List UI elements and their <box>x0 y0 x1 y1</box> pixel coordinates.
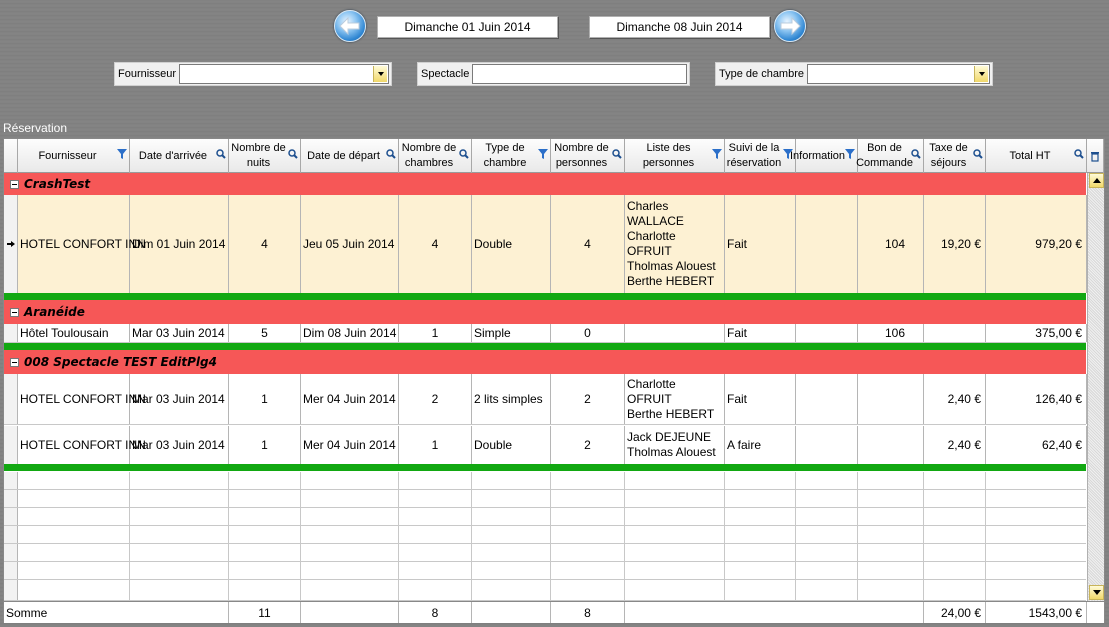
fournisseur-label: Fournisseur <box>118 68 177 80</box>
vertical-scrollbar[interactable] <box>1087 173 1104 603</box>
column-header-total[interactable] <box>986 139 1087 173</box>
column-label: Bon de Commande <box>856 142 913 169</box>
empty-row[interactable] <box>4 580 1086 601</box>
person-name: OFRUIT <box>627 391 672 406</box>
column-header-suivi[interactable] <box>725 139 796 173</box>
column-header-fournisseur[interactable] <box>18 139 130 173</box>
group-header-araneide[interactable] <box>4 300 1086 324</box>
column-label: Date de départ <box>307 149 380 162</box>
empty-row[interactable] <box>4 472 1086 490</box>
cell-depart[interactable]: Dim 08 Juin 2014 <box>301 324 399 342</box>
cell-type[interactable]: Simple <box>472 324 551 342</box>
total-ht: 1543,00 € <box>986 602 1087 623</box>
column-header-taxe[interactable] <box>924 139 986 173</box>
table-row[interactable] <box>4 374 1086 425</box>
total-nuits: 11 <box>229 602 301 623</box>
empty-row[interactable] <box>4 508 1086 526</box>
cell-arrivee[interactable]: Mar 03 Juin 2014 <box>130 374 229 424</box>
row-selector[interactable] <box>4 490 18 507</box>
cell-nuits[interactable]: 1 <box>229 374 301 424</box>
cell-personnes[interactable]: 2 <box>551 426 625 464</box>
total-empty <box>472 602 551 623</box>
total-chambres: 8 <box>399 602 472 623</box>
row-selector[interactable] <box>4 580 18 600</box>
cell-fournisseur[interactable]: HOTEL CONFORT INN <box>18 195 130 293</box>
chevron-down-icon[interactable] <box>373 66 387 82</box>
total-empty <box>625 602 924 623</box>
current-row-arrow-icon <box>7 240 15 248</box>
column-header-information[interactable] <box>789 139 858 173</box>
cell-suivi[interactable]: Fait <box>725 195 796 293</box>
person-name: Berthe HEBERT <box>627 274 715 288</box>
fournisseur-filter <box>114 62 392 86</box>
cell-personnes[interactable]: 4 <box>551 195 625 293</box>
person-name: WALLACE <box>627 214 684 228</box>
row-selector[interactable] <box>4 508 18 525</box>
search-icon[interactable] <box>386 148 396 160</box>
person-name: Tholmas Alouest <box>627 445 716 459</box>
trash-icon <box>1090 150 1100 162</box>
row-selector[interactable] <box>4 562 18 579</box>
row-selector[interactable] <box>4 195 18 293</box>
cell-nuits[interactable]: 5 <box>229 324 301 342</box>
cell-liste[interactable] <box>625 195 725 293</box>
search-icon[interactable] <box>973 148 983 160</box>
cell-information[interactable] <box>796 195 858 293</box>
chevron-down-icon[interactable] <box>974 66 988 82</box>
cell-fournisseur[interactable]: HOTEL CONFORT INN <box>18 374 130 424</box>
arrow-left-icon <box>339 17 361 35</box>
cell-bon[interactable] <box>858 374 924 424</box>
cell-type[interactable]: 2 lits simples <box>472 374 551 424</box>
column-header-liste[interactable] <box>625 139 725 173</box>
column-label: Fournisseur <box>38 149 97 162</box>
cell-type[interactable]: Double <box>472 426 551 464</box>
cell-arrivee[interactable]: Mar 03 Juin 2014 <box>130 426 229 464</box>
column-header-type[interactable] <box>472 139 551 173</box>
cell-type[interactable]: Double <box>472 195 551 293</box>
collapse-icon[interactable] <box>10 358 19 367</box>
filter-icon[interactable] <box>845 148 855 160</box>
filter-icon[interactable] <box>117 148 127 160</box>
search-icon[interactable] <box>459 148 469 160</box>
table-row[interactable] <box>4 426 1086 464</box>
cell-chambres[interactable]: 1 <box>399 324 472 342</box>
column-label: Type de chambre <box>483 142 527 169</box>
group-title: 008 Spectacle TEST EditPlg4 <box>24 355 217 369</box>
row-selector[interactable] <box>4 374 18 424</box>
cell-information[interactable] <box>796 374 858 424</box>
column-label: Nombre de chambres <box>401 142 457 169</box>
row-selector[interactable] <box>4 426 18 464</box>
totals-label: Somme <box>4 602 229 623</box>
spectacle-input[interactable] <box>472 64 687 84</box>
cell-suivi[interactable]: Fait <box>725 374 796 424</box>
spectacle-label: Spectacle <box>421 68 470 80</box>
group-title: Aranéide <box>24 305 85 319</box>
row-selector[interactable] <box>4 472 18 489</box>
type-chambre-filter <box>715 62 993 86</box>
cell-suivi[interactable]: A faire <box>725 426 796 464</box>
cell-taxe[interactable] <box>924 324 986 342</box>
column-header-bon[interactable] <box>858 139 924 173</box>
person-name: Jack DEJEUNE <box>627 430 712 444</box>
cell-depart[interactable]: Jeu 05 Juin 2014 <box>301 195 399 293</box>
collapse-icon[interactable] <box>10 180 19 189</box>
column-label: Taxe de séjours <box>929 142 968 169</box>
table-header <box>4 139 1104 173</box>
column-label: Date d'arrivée <box>138 149 208 162</box>
cell-arrivee[interactable]: Mar 03 Juin 2014 <box>130 324 229 342</box>
person-name: OFRUIT <box>627 244 672 258</box>
collapse-icon[interactable] <box>10 308 19 317</box>
column-label: Total HT <box>1009 149 1051 162</box>
start-date-display[interactable]: Dimanche 01 Juin 2014 <box>377 16 558 38</box>
totals-row <box>4 601 1104 623</box>
cell-chambres[interactable]: 4 <box>399 195 472 293</box>
group-separator <box>4 343 1086 350</box>
cell-suivi[interactable]: Fait <box>725 324 796 342</box>
cell-nuits[interactable]: 4 <box>229 195 301 293</box>
column-header-nuits[interactable] <box>229 139 301 173</box>
row-selector[interactable] <box>4 526 18 543</box>
total-taxe: 24,00 € <box>924 602 986 623</box>
column-header-chambres[interactable] <box>399 139 472 173</box>
cell-bon[interactable]: 106 <box>858 324 924 342</box>
search-icon[interactable] <box>216 148 226 160</box>
person-name: Tholmas Alouest <box>627 259 716 273</box>
cell-total[interactable]: 979,20 € <box>986 195 1087 293</box>
next-week-button[interactable] <box>774 10 806 42</box>
table-row[interactable] <box>4 195 1086 293</box>
cell-personnes[interactable]: 2 <box>551 374 625 424</box>
end-date-display[interactable]: Dimanche 08 Juin 2014 <box>589 16 770 38</box>
spectacle-filter <box>417 62 690 86</box>
cell-chambres[interactable]: 2 <box>399 374 472 424</box>
section-title: Réservation <box>3 121 68 135</box>
cell-liste[interactable] <box>625 374 725 424</box>
header-selector <box>4 139 18 173</box>
cell-fournisseur[interactable]: HOTEL CONFORT INN <box>18 426 130 464</box>
table-row[interactable] <box>4 324 1086 343</box>
fournisseur-combo[interactable] <box>179 64 389 84</box>
previous-week-button[interactable] <box>334 10 366 42</box>
cell-liste[interactable] <box>625 426 725 464</box>
cell-fournisseur[interactable]: Hôtel Toulousain <box>18 324 130 342</box>
cell-nuits[interactable]: 1 <box>229 426 301 464</box>
column-header-arrivee[interactable] <box>130 139 229 173</box>
column-label: Information <box>789 149 845 162</box>
row-selector[interactable] <box>4 544 18 561</box>
type-chambre-combo[interactable] <box>807 64 990 84</box>
group-separator <box>4 464 1086 471</box>
cell-personnes[interactable]: 0 <box>551 324 625 342</box>
cell-bon[interactable]: 104 <box>858 195 924 293</box>
type-chambre-label: Type de chambre <box>719 68 804 80</box>
group-separator <box>4 293 1086 300</box>
person-name: Berthe HEBERT <box>627 406 715 421</box>
search-icon[interactable] <box>911 148 921 160</box>
column-label: Liste des personnes <box>642 142 695 169</box>
cell-taxe[interactable]: 19,20 € <box>924 195 986 293</box>
reservation-table <box>3 138 1105 623</box>
empty-row[interactable] <box>4 526 1086 544</box>
search-icon[interactable] <box>1074 148 1084 160</box>
total-personnes: 8 <box>551 602 625 623</box>
cell-depart[interactable]: Mer 04 Juin 2014 <box>301 426 399 464</box>
cell-depart[interactable]: Mer 04 Juin 2014 <box>301 374 399 424</box>
search-icon[interactable] <box>612 148 622 160</box>
scroll-up-button[interactable] <box>1089 173 1104 188</box>
column-label: Nombre de personnes <box>554 142 609 169</box>
column-header-depart[interactable] <box>301 139 399 173</box>
cell-chambres[interactable]: 1 <box>399 426 472 464</box>
column-options-button[interactable] <box>1087 139 1104 173</box>
group-header-spectacle[interactable] <box>4 350 1086 374</box>
person-name: Charlotte <box>627 229 676 243</box>
group-header-crashtest[interactable] <box>4 173 1086 195</box>
cell-information[interactable] <box>796 426 858 464</box>
empty-row[interactable] <box>4 490 1086 508</box>
scroll-down-button[interactable] <box>1089 585 1104 600</box>
cell-liste[interactable] <box>625 324 725 342</box>
total-empty <box>301 602 399 623</box>
filter-icon[interactable] <box>712 148 722 160</box>
empty-row[interactable] <box>4 544 1086 562</box>
cell-total[interactable]: 375,00 € <box>986 324 1087 342</box>
column-label: Suivi de la réservation <box>726 142 782 169</box>
empty-row[interactable] <box>4 562 1086 580</box>
row-selector[interactable] <box>4 324 18 342</box>
cell-arrivee[interactable]: Dim 01 Juin 2014 <box>130 195 229 293</box>
cell-total[interactable]: 126,40 € <box>986 374 1087 424</box>
group-title: CrashTest <box>24 177 91 191</box>
column-header-personnes[interactable] <box>551 139 625 173</box>
filter-icon[interactable] <box>538 148 548 160</box>
cell-bon[interactable] <box>858 426 924 464</box>
cell-taxe[interactable]: 2,40 € <box>924 426 986 464</box>
column-label: Nombre de nuits <box>231 142 286 169</box>
person-name: Charles <box>627 199 669 213</box>
person-name: Charlotte <box>627 376 676 391</box>
cell-taxe[interactable]: 2,40 € <box>924 374 986 424</box>
cell-information[interactable] <box>796 324 858 342</box>
search-icon[interactable] <box>288 148 298 160</box>
arrow-right-icon <box>779 17 801 35</box>
cell-total[interactable]: 62,40 € <box>986 426 1087 464</box>
